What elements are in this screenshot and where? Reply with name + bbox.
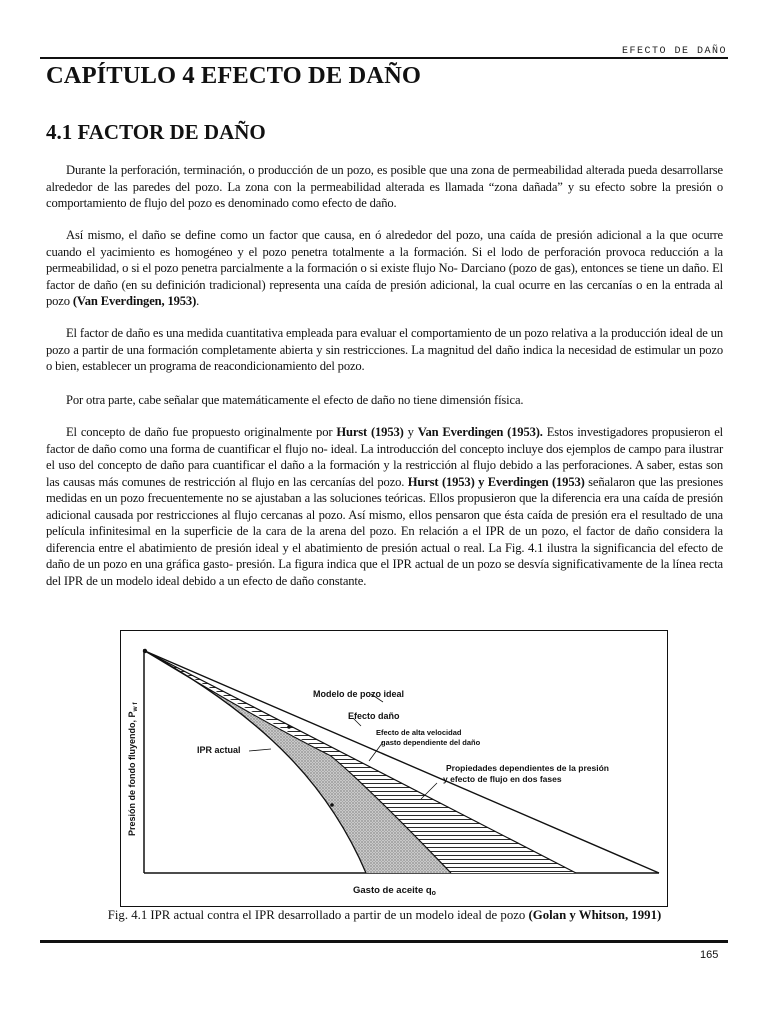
ipr-marker — [287, 725, 291, 729]
citation-hurst: Hurst (1953) — [336, 425, 404, 439]
citation-van-everdingen: (Van Everdingen, 1953) — [72, 294, 197, 308]
paragraph-3 — [46, 325, 723, 375]
caption-citation: (Golan y Whitson, 1991) — [528, 908, 662, 922]
paragraph-5 — [46, 424, 723, 589]
label-propiedades-1: Propiedades dependientes de la presión — [446, 763, 609, 773]
running-header: EFECTO DE DAÑO — [622, 46, 728, 57]
citation-hurst-everdingen: Hurst (1953) y Everdingen (1953) — [407, 474, 585, 489]
leader-propiedades — [421, 783, 437, 799]
figure-ipr — [120, 630, 668, 907]
paragraph-1 — [46, 162, 723, 212]
figure-caption — [46, 908, 723, 923]
ipr-diagram — [121, 631, 667, 906]
paragraph-5-text-c: Estos investigadores propusieron el factor de daño como una forma de cuantificar el flujo no- ideal. La introducción del concepto incluye dos ejemplos de campo para ilustrar el uso del concepto de daño para cuantificar el daño a la formación y la restricción al flujo debido a las perforaciones. A saber, estas son las causas más comunes de restricción al flujo en las cercanías del pozo. — [46, 425, 723, 489]
origin-marker — [143, 649, 147, 653]
paragraph-5-text-b: y — [403, 425, 418, 439]
ipr-marker-2 — [330, 803, 334, 807]
citation-van-everdingen-2: Van Everdingen (1953). — [417, 425, 543, 439]
section-title: 4.1 FACTOR DE DAÑO — [46, 120, 266, 144]
label-alta-velocidad-2: gasto dependiente del daño — [381, 738, 481, 747]
paragraph-4-text: Por otra parte, cabe señalar que matemáticamente el efecto de daño no tiene dimensión física. — [66, 393, 524, 407]
paragraph-2 — [46, 227, 723, 310]
caption-text: Fig. 4.1 IPR actual contra el IPR desarrollado a partir de un modelo ideal de pozo — [107, 908, 529, 922]
paragraph-5-text-d: señalaron que las presiones medidas en un pozo frecuentemente no se ajustaban a las soluciones teóricas. Ellos propusieron que la diferencia era una caída de presión adicional causada por restricciones al flujo cercanas al pozo. Así mismo, ellos pensaron que ésta caída de presión era el resultado de una película infinitesimal en la superficie de la cara de la arena del pozo. En relación a el IPR de un pozo, el factor de daño considera la diferencia entre el abatimiento de presión ideal y el abatimiento de presión actual o real. La Fig. 4.1 ilustra la significancia del efecto de daño de un pozo en una gráfica gasto- presión. La figura indica que el IPR actual de un pozo se desvía significativamente de la línea recta del IPR de un modelo ideal debido a un efecto de daño constante. — [46, 474, 724, 588]
label-efecto-dano: Efecto daño — [348, 711, 400, 721]
page-number: 165 — [700, 949, 719, 961]
label-ideal-model: Modelo de pozo ideal — [313, 689, 405, 699]
paragraph-5-text-a: El concepto de daño fue propuesto originalmente por — [66, 425, 337, 439]
label-propiedades-2: y efecto de flujo en dos fases — [443, 774, 562, 784]
y-axis-label: Presión de fondo fluyendo, $P_{w f}$ — [127, 702, 139, 836]
header-rule — [40, 57, 728, 59]
paragraph-1-text: Durante la perforación, terminación, o producción de un pozo, es posible que una zona de permeabilidad alterada pueda desarrollarse alrededor de las paredes del pozo. La zona con la permeabilidad alterada es llamada “zona dañada” y su efecto sobre la presión o comportamiento de flujo del pozo es denominado como efecto de daño. — [46, 163, 723, 210]
paragraph-3-text: El factor de daño es una medida cuantitativa empleada para evaluar el comportamiento de un pozo relativa a la producción ideal de un pozo a partir de una formación completamente abierta y sin restricciones. La magnitud del daño indica la necesidad de estimular un pozo o bien, establecer un programa de reacondicionamiento del pozo. — [46, 326, 723, 373]
leader-ipr-actual — [249, 749, 271, 751]
label-alta-velocidad-1: Efecto de alta velocidad — [376, 728, 462, 737]
footer-rule — [40, 940, 728, 943]
paragraph-2-text: Así mismo, el daño se define como un factor que causa, en ó alrededor del pozo, una caída de presión adicional a la que ocurre cuando el yacimiento es homogéneo y el pozo penetra totalmente a la formación. Si el lodo de perforación provoca reducción a la permeabilidad, o si el pozo penetra parcialmente a la formación o si existe flujo No- Darciano (pozo de gas), entonces se tiene un daño. El factor de daño (en su definición tradicional) representa una caída de presión adicional, la cual ocurre en las cercanías o en la entrada al pozo — [46, 228, 723, 308]
x-axis-label: Gasto de aceite $q_o$ — [353, 885, 436, 897]
chapter-title: CAPÍTULO 4 EFECTO DE DAÑO — [46, 62, 422, 89]
paragraph-2-end: . — [196, 294, 200, 308]
region-actual-ipr — [145, 651, 451, 873]
paragraph-4 — [46, 392, 723, 409]
label-ipr-actual: IPR actual — [197, 745, 241, 755]
